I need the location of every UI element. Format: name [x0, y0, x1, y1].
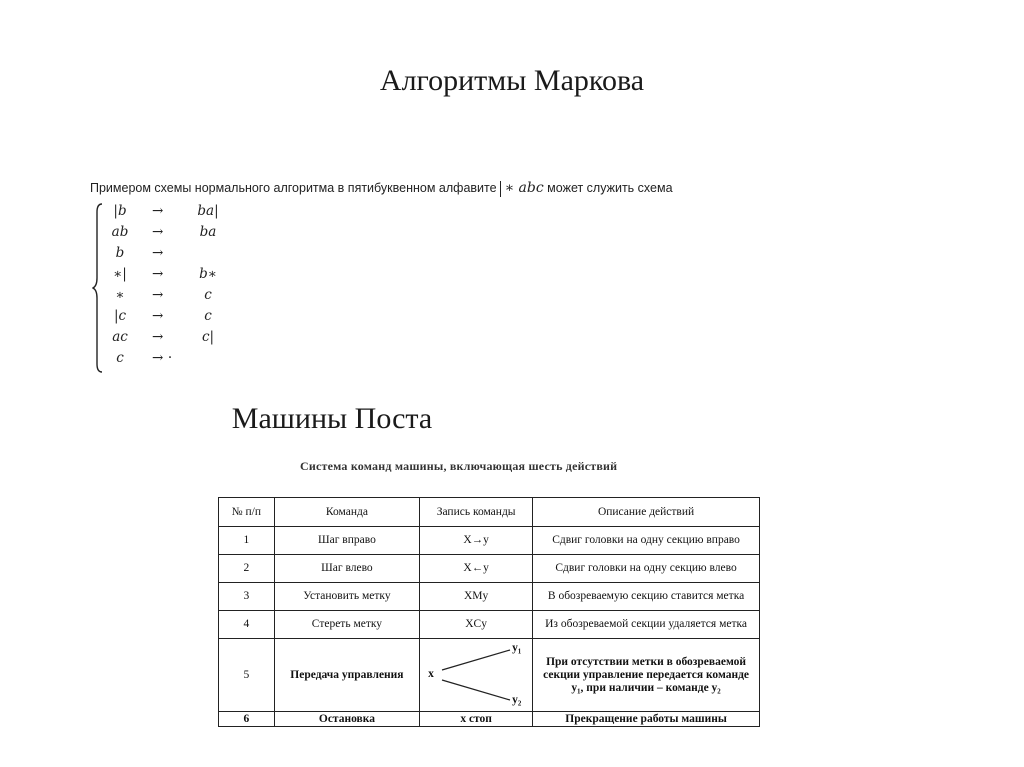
rule-arrow: → [152, 329, 164, 345]
cell-num: 4 [219, 611, 275, 639]
table-row [219, 583, 760, 611]
header-command: Команда [274, 498, 419, 527]
cell-notation: XMy [420, 583, 533, 611]
transfer-x: x [428, 668, 434, 680]
rule-left: c [116, 350, 124, 366]
rule-left: ac [112, 329, 128, 345]
cell-notation: X←y [420, 555, 533, 583]
intro-text-after: может служить схема [547, 181, 673, 195]
rule-right: · [167, 350, 173, 366]
cell-description: Из обозреваемой секции удаляется метка [533, 611, 760, 639]
cell-command: Шаг влево [274, 555, 419, 583]
rule-right: ba [199, 224, 217, 240]
cell-notation-transfer [420, 639, 533, 712]
rule-arrow: → [152, 245, 164, 261]
rule-right: b∗ [199, 266, 217, 282]
cell-notation: XCy [420, 611, 533, 639]
cell-num: 6 [219, 712, 275, 727]
header-num: № п/п [219, 498, 275, 527]
rule-arrow: → [152, 308, 164, 324]
transfer-y1: y₁ [512, 642, 522, 654]
table-row [219, 611, 760, 639]
cell-description: Сдвиг головки на одну секцию вправо [533, 527, 760, 555]
rule-left: ab [111, 224, 129, 240]
header-description: Описание действий [533, 498, 760, 527]
table-row [219, 555, 760, 583]
cell-command: Шаг вправо [274, 527, 419, 555]
scheme-rule [104, 266, 234, 287]
markov-intro [90, 180, 673, 197]
scheme-rule [104, 308, 234, 329]
rule-arrow: → [152, 350, 164, 366]
rule-arrow: → [152, 203, 164, 219]
cell-command: Установить метку [274, 583, 419, 611]
rule-arrow: → [152, 224, 164, 240]
markov-scheme [92, 202, 242, 374]
table-row [219, 712, 760, 727]
rule-left: |c [113, 308, 127, 324]
cell-num: 5 [219, 639, 275, 712]
title-markov: Алгоритмы Маркова [379, 64, 645, 97]
cell-command: Передача управления [274, 639, 419, 712]
cell-command: Стереть метку [274, 611, 419, 639]
cell-num: 3 [219, 583, 275, 611]
rule-right: c [204, 287, 212, 303]
transfer-y2: y₂ [512, 694, 522, 706]
alphabet: ∗ abc [504, 180, 544, 196]
table-header-row [219, 498, 760, 527]
left-brace-icon [92, 202, 104, 374]
cell-notation: x стоп [420, 712, 533, 727]
rule-right: c [204, 308, 212, 324]
rule-left: b [115, 245, 125, 261]
scheme-rule [104, 350, 234, 371]
scheme-rule [104, 224, 234, 245]
rule-right: c| [201, 329, 215, 345]
rule-right: ba| [197, 203, 219, 219]
rule-left: |b [113, 203, 127, 219]
header-notation: Запись команды [420, 498, 533, 527]
cell-description: При отсутствии метки в обозреваемой секции управление передается команде y₁, при наличии – команде y₂ [533, 639, 760, 712]
scheme-rule [104, 329, 234, 350]
cell-command: Остановка [274, 712, 419, 727]
scheme-rule [104, 287, 234, 308]
rule-left: ∗| [113, 266, 127, 282]
scheme-rule [104, 245, 234, 266]
cell-num: 2 [219, 555, 275, 583]
cell-num: 1 [219, 527, 275, 555]
rule-arrow: → [152, 287, 164, 303]
table-row [219, 527, 760, 555]
rule-left: ∗ [115, 287, 125, 303]
cell-notation: X→y [420, 527, 533, 555]
rule-arrow: → [152, 266, 164, 282]
title-post: Машины Поста [231, 402, 433, 435]
cell-description: Прекращение работы машины [533, 712, 760, 727]
table-row [219, 639, 760, 712]
cell-description: В обозреваемую секцию ставится метка [533, 583, 760, 611]
table-caption: Система команд машины, включающая шесть действий [300, 459, 618, 473]
alphabet-bar [500, 181, 501, 197]
cell-description: Сдвиг головки на одну секцию влево [533, 555, 760, 583]
scheme-rule [104, 203, 234, 224]
post-command-table [218, 497, 760, 727]
intro-text-before: Примером схемы нормального алгоритма в пятибуквенном алфавите [90, 181, 497, 195]
